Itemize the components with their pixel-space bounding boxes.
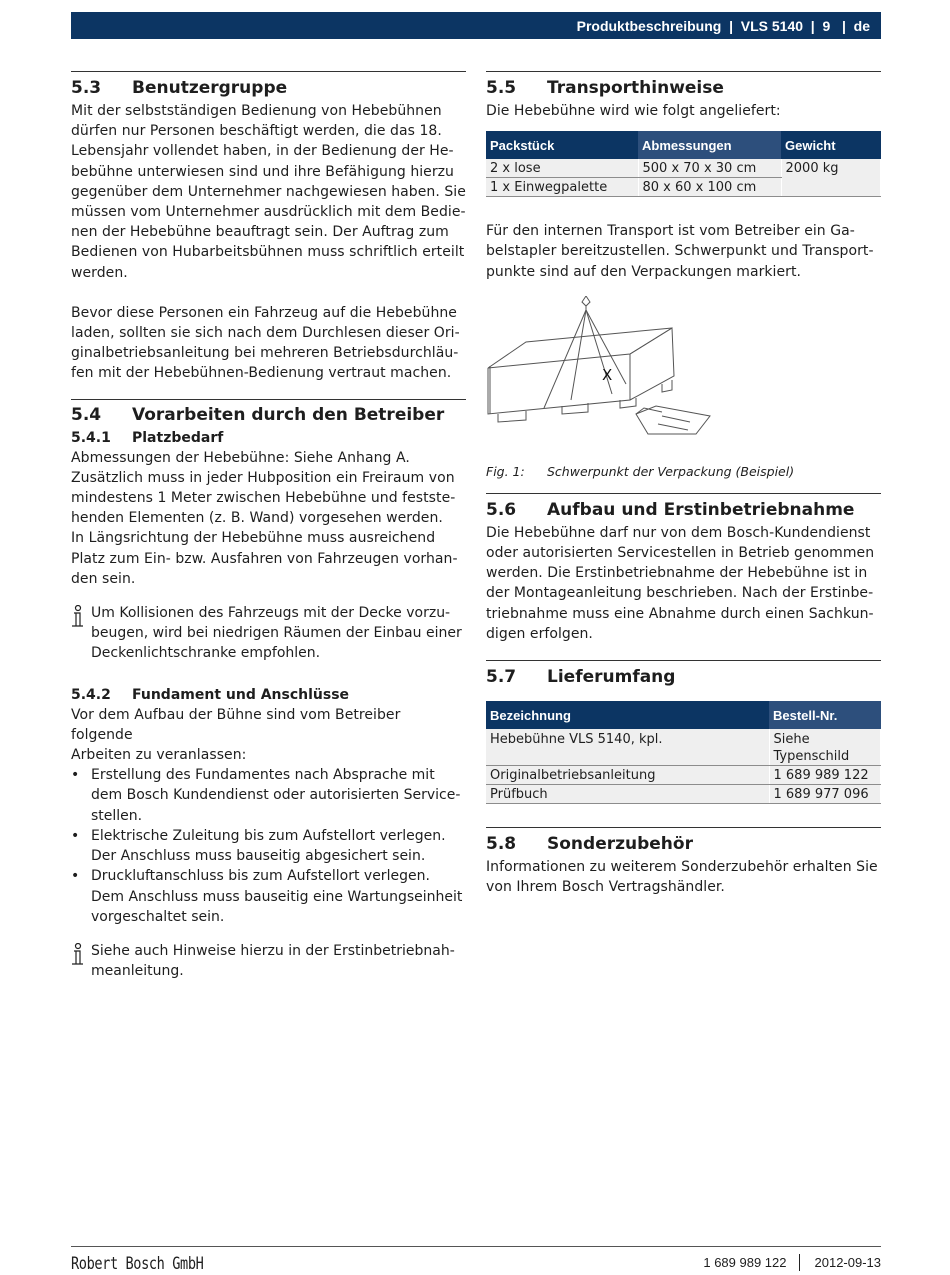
figure-caption-text: Schwerpunkt der Verpackung (Beispiel) bbox=[547, 463, 795, 479]
section-title: Lieferumfang bbox=[547, 667, 676, 688]
paragraph-transport-intern: Für den internen Transport ist vom Betreiber ein Ga- belstapler bereitzustellen. Schwerpunkt und Transport- punkte sind auf den Verpackungen markiert. bbox=[486, 223, 874, 280]
paragraph-benutzergruppe-2: Bevor diese Personen ein Fahrzeug auf die Hebebühne laden, sollten sie sich nach dem Durchlesen dieser Ori- ginalbetriebsanleitung bei mehreren Betriebsdurchläu- fen mit der Hebebühnen-Bedienung vertraut machen. bbox=[71, 304, 460, 382]
footer-separator bbox=[799, 1254, 800, 1271]
section-number: 5.7 bbox=[486, 667, 517, 688]
figure-caption bbox=[486, 464, 881, 479]
bullet-list-vorarbeiten bbox=[71, 765, 466, 927]
section-heading-5-6 bbox=[486, 497, 881, 523]
section-divider bbox=[486, 827, 881, 828]
figure-packaging-sketch bbox=[486, 296, 726, 446]
section-divider bbox=[486, 660, 881, 661]
subsection-heading-5-4-1 bbox=[71, 428, 466, 448]
section-divider bbox=[71, 71, 466, 72]
table-row bbox=[486, 766, 881, 785]
table-header: Bestell-Nr. bbox=[769, 701, 881, 729]
paragraph-platzbedarf: Abmessungen der Hebebühne: Siehe Anhang A. Zusätzlich muss in jeder Hubposition ein Freiraum von mindestens 1 Meter zwischen Hebebühne und festste- henden Elementen (z. B. Wand) vorgesehen werden. In Längsrichtung der Hebebühne muss ausreichend Platz zum Ein- bzw. Ausfahren von Fahrzeugen vorhan- den sein. bbox=[71, 449, 458, 587]
page-header-title: Produktbeschreibung | VLS 5140 | 9 | de bbox=[576, 17, 870, 34]
section-number: 5.6 bbox=[486, 499, 517, 520]
table-row bbox=[486, 729, 881, 766]
section-heading-5-5 bbox=[486, 75, 881, 101]
table-cell: 2 x lose bbox=[486, 159, 638, 178]
page-header-bar bbox=[71, 12, 881, 39]
list-item: • Druckluftanschluss bis zum Aufstellort verlegen. Dem Anschluss muss bauseitig eine Wartungseinheit vorgeschaltet sein. bbox=[71, 866, 466, 927]
subsection-number: 5.4.2 bbox=[71, 686, 111, 703]
table-cell: Siehe Typenschild bbox=[769, 729, 881, 766]
section-title: Benutzergruppe bbox=[132, 78, 288, 98]
paragraph-sonderzubehoer: Informationen zu weiterem Sonderzubehör erhalten Sie von Ihrem Bosch Vertragshändler. bbox=[486, 859, 878, 896]
right-column bbox=[486, 71, 881, 897]
paragraph-transport-intro: Die Hebebühne wird wie folgt angeliefert: bbox=[486, 103, 781, 119]
table-cell: 1 x Einwegpalette bbox=[486, 178, 638, 197]
left-column bbox=[71, 71, 466, 981]
section-title: Transporthinweise bbox=[547, 78, 724, 98]
table-cell: 500 x 70 x 30 cm bbox=[638, 159, 781, 178]
section-heading-5-7 bbox=[486, 664, 881, 690]
section-heading-5-4 bbox=[71, 402, 466, 428]
table-cell: Prüfbuch bbox=[486, 785, 769, 804]
section-divider bbox=[71, 399, 466, 400]
table-cell: Originalbetriebsanleitung bbox=[486, 766, 769, 785]
table-cell: Hebebühne VLS 5140, kpl. bbox=[486, 729, 769, 766]
table-header: Bezeichnung bbox=[486, 701, 769, 729]
section-title: Sonderzubehör bbox=[547, 834, 693, 855]
packaging-illustration bbox=[486, 296, 726, 446]
footer-document-number: 1 689 989 122 bbox=[703, 1255, 787, 1270]
section-number: 5.4 bbox=[71, 404, 102, 425]
section-title: Vorarbeiten durch den Betreiber bbox=[132, 404, 445, 425]
table-cell-weight: 2000 kg bbox=[781, 159, 881, 197]
table-cell: 1 689 977 096 bbox=[769, 785, 881, 804]
paragraph-aufbau: Die Hebebühne darf nur von dem Bosch-Kundendienst oder autorisierten Servicestellen in Betrieb genommen werden. Die Erstinbetriebnahme der Hebebühne ist in der Montageanleitung beschrieben. Nach der Erstinbe- triebnahme muss eine Abnahme durch einen Sachkun- digen erfolgen. bbox=[486, 524, 875, 642]
paragraph-fundament-intro: Vor dem Aufbau der Bühne sind vom Betreiber folgende Arbeiten zu veranlassen: bbox=[71, 706, 401, 764]
info-note-text: Um Kollisionen des Fahrzeugs mit der Decke vorzu- beugen, wird bei niedrigen Räumen der Einbau einer Deckenlichtschranke empfohlen. bbox=[91, 605, 462, 662]
subsection-number: 5.4.1 bbox=[71, 429, 111, 446]
paragraph-benutzergruppe-1: Mit der selbstständigen Bedienung von Hebebühnen dürfen nur Personen beschäftigt werden, die das 18. Lebensjahr vollendet haben, in der Bedienung der He- bebühne unterwiesen sind und ihre Befähigung hierzu gegenüber dem Unternehmer nachgewiesen haben. Sie müssen vom Unternehmer ausdrücklich mit dem Bedie- nen der Hebebühne beauftragt sein. Der Auftrag zum Bedienen von Hubarbeitsbühnen muss schriftlich erteilt werden. bbox=[71, 103, 466, 281]
subsection-title: Fundament und Anschlüsse bbox=[132, 686, 350, 703]
table-row bbox=[486, 785, 881, 804]
table-transport bbox=[486, 131, 881, 197]
section-title: Aufbau und Erstinbetriebnahme bbox=[547, 499, 855, 520]
list-item: • Erstellung des Fundamentes nach Absprache mit dem Bosch Kundendienst oder autorisierten Service- stellen. bbox=[71, 765, 466, 826]
section-number: 5.5 bbox=[486, 78, 517, 98]
table-cell: 1 689 989 122 bbox=[769, 766, 881, 785]
section-number: 5.3 bbox=[71, 78, 102, 98]
info-icon bbox=[71, 941, 91, 981]
section-heading-5-3 bbox=[71, 75, 466, 101]
table-cell: 80 x 60 x 100 cm bbox=[638, 178, 781, 197]
info-icon bbox=[71, 603, 91, 664]
center-of-gravity-mark: X bbox=[602, 365, 613, 384]
figure-label: Fig. 1: bbox=[486, 463, 525, 479]
section-number: 5.8 bbox=[486, 834, 517, 855]
info-note-erstinbetriebnahme bbox=[71, 941, 466, 981]
table-row bbox=[486, 159, 881, 178]
table-lieferumfang bbox=[486, 701, 881, 804]
table-header: Abmessungen bbox=[638, 131, 781, 159]
section-heading-5-8 bbox=[486, 831, 881, 857]
section-divider bbox=[486, 71, 881, 72]
footer-date: 2012-09-13 bbox=[814, 1255, 881, 1270]
footer-meta bbox=[703, 1254, 881, 1271]
section-divider bbox=[486, 493, 881, 494]
list-item: • Elektrische Zuleitung bis zum Aufstellort verlegen. Der Anschluss muss bauseitig abgesichert sein. bbox=[71, 826, 466, 866]
table-header: Gewicht bbox=[781, 131, 881, 159]
info-note-text: Siehe auch Hinweise hierzu in der Erstinbetriebnah- meanleitung. bbox=[91, 942, 455, 980]
footer-divider bbox=[71, 1246, 881, 1247]
bosch-company-logo: Robert Bosch GmbH bbox=[71, 1254, 204, 1274]
subsection-heading-5-4-2 bbox=[71, 685, 466, 705]
table-header: Packstück bbox=[486, 131, 638, 159]
subsection-title: Platzbedarf bbox=[132, 429, 224, 446]
info-note-decke bbox=[71, 603, 466, 664]
